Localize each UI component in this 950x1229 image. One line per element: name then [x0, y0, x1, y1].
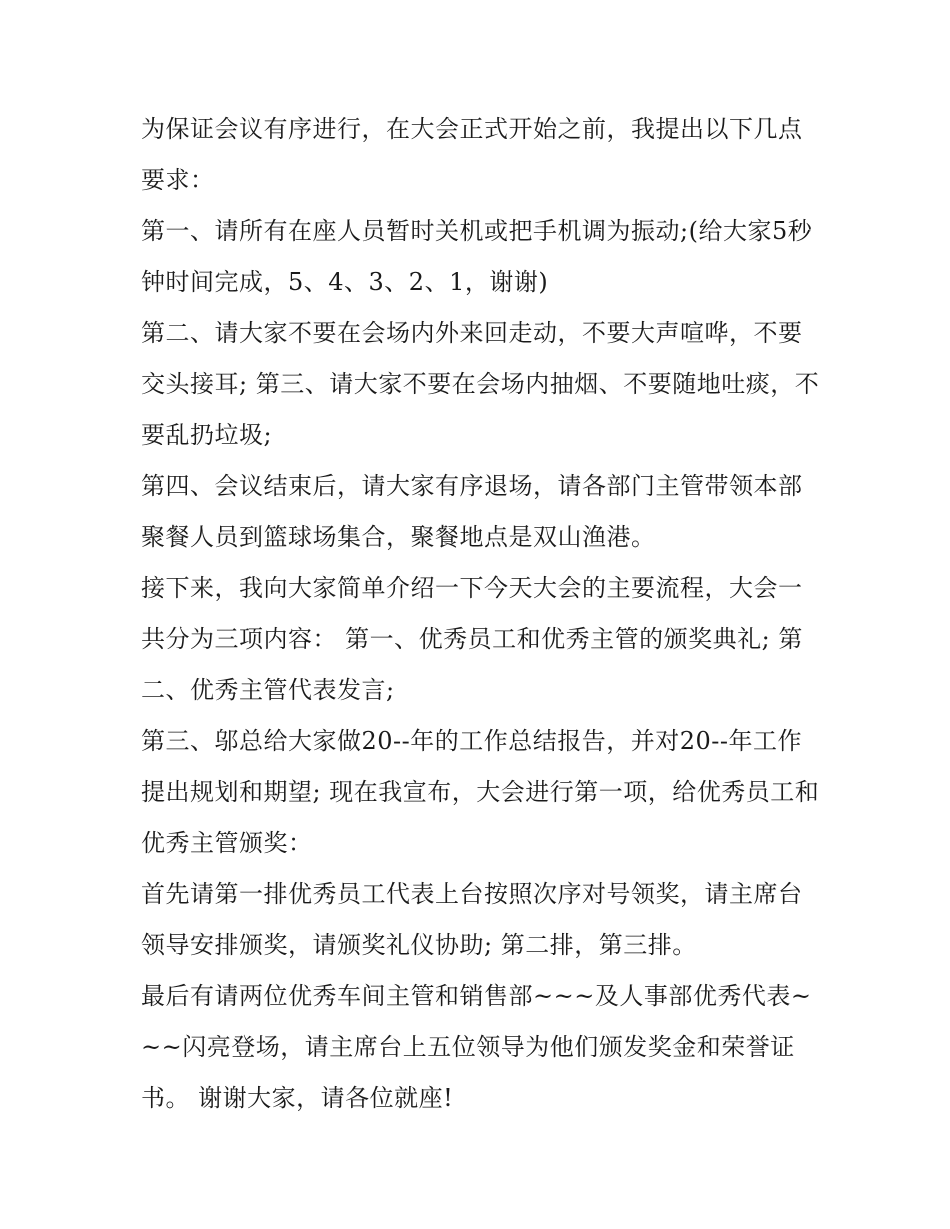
paragraph-agenda-three: 第三、邬总给大家做20--年的工作总结报告，并对20--年工作提出规划和期望; 现在我宣布，大会进行第一项，给优秀员工和优秀主管颁奖： [141, 727, 820, 857]
paragraph-first-row-awards: 首先请第一排优秀员工代表上台按照次序对号领奖，请主席台领导安排颁奖，请颁奖礼仪协助; 第二排，第三排。 [141, 880, 803, 959]
paragraph-meeting-requirements: 为保证会议有序进行，在大会正式开始之前，我提出以下几点要求： [141, 115, 803, 194]
document-body [141, 104, 821, 1124]
paragraph-rule-two-three: 第二、请大家不要在会场内外来回走动，不要大声喧哗，不要交头接耳; 第三、请大家不要在会场内抽烟、不要随地吐痰，不要乱扔垃圾; [141, 319, 820, 449]
paragraph-agenda-intro: 接下来，我向大家简单介绍一下今天大会的主要流程，大会一共分为三项内容： 第一、优秀员工和优秀主管的颁奖典礼; 第二、优秀主管代表发言; [141, 574, 803, 704]
paragraph-closing: 最后有请两位优秀车间主管和销售部~~~及人事部优秀代表~~~闪亮登场，请主席台上五位领导为他们颁发奖金和荣誉证书。 谢谢大家，请各位就座! [141, 982, 812, 1112]
paragraph-rule-one: 第一、请所有在座人员暂时关机或把手机调为振动;(给大家5秒钟时间完成，5、4、3、2、1，谢谢) [141, 217, 813, 296]
paragraph-rule-four: 第四、会议结束后，请大家有序退场，请各部门主管带领本部聚餐人员到篮球场集合，聚餐地点是双山渔港。 [141, 472, 803, 551]
